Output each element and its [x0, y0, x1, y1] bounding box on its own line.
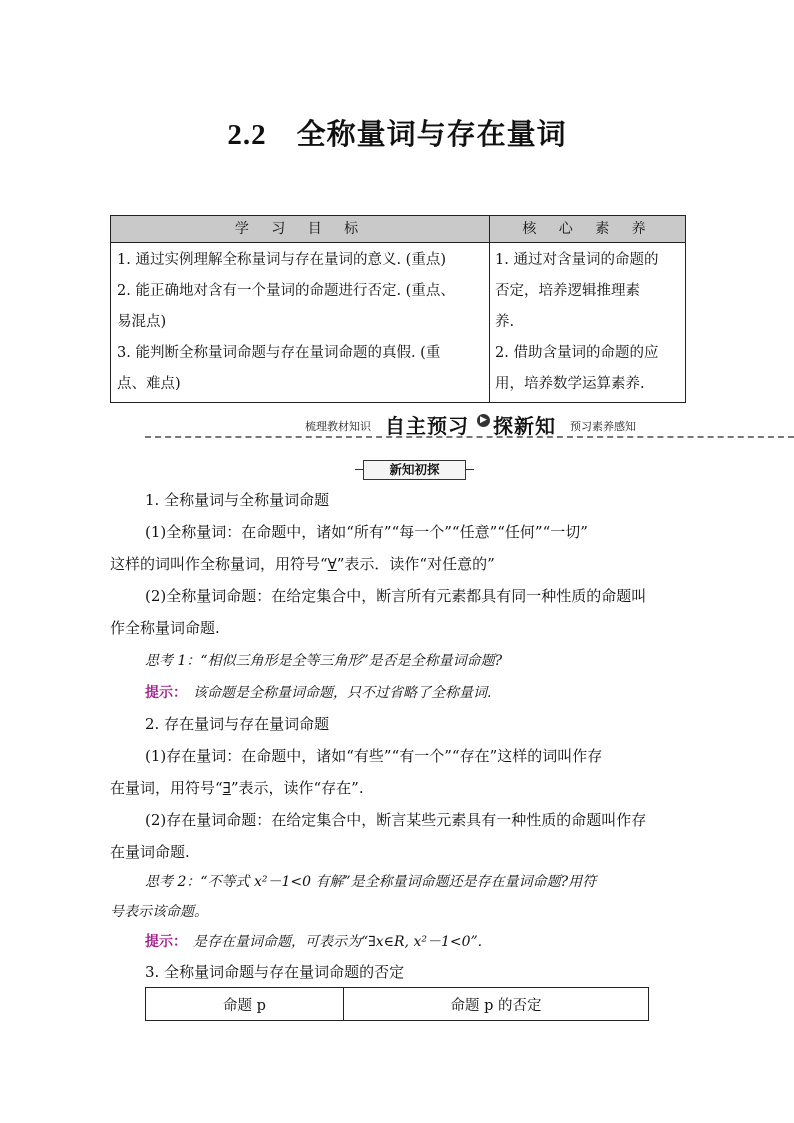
- page-title: [0, 112, 794, 153]
- think-question-2: 思考 2：“不等式 x²－1<0 有解”是全称量词命题还是存在量词命题?用符: [145, 874, 597, 890]
- hint-2: [110, 925, 682, 958]
- paragraph: (1)全称量词：在命题中，诸如“所有”“每一个”“任意”“任何”“一切”: [145, 523, 588, 541]
- goal-line: 易混点): [117, 314, 167, 330]
- section-title: 全称量词与存在量词: [296, 117, 567, 151]
- heading-2: 2. 存在量词与存在量词命题: [145, 715, 330, 733]
- negation-table: [145, 987, 649, 1021]
- hint-text: 该命题是全称量词命题，只不过省略了全称量词.: [193, 685, 492, 701]
- heading-1-text: 1. 全称量词与全称量词命题: [145, 491, 330, 509]
- banner-right-caption: 预习素养感知: [570, 420, 636, 433]
- goal-line: 2. 能正确地对含有一个量词的命题进行否定. (重点、: [117, 283, 455, 299]
- paragraph: 在量词命题.: [110, 843, 190, 861]
- think-question-2-cont: 号表示该命题。: [110, 904, 208, 920]
- banner-divider: [145, 436, 794, 438]
- text-span: 在量词，用符号“: [110, 779, 223, 797]
- paragraph: [110, 548, 682, 580]
- section-number: 2.2: [227, 119, 267, 151]
- goals-header: 学 习 目 标: [111, 216, 490, 243]
- forall-symbol: ∀: [327, 555, 337, 573]
- literacy-line: 否定，培养逻辑推理素: [495, 283, 640, 299]
- paragraph: [110, 772, 682, 804]
- goals-cell: [111, 243, 490, 403]
- literacy-header: 核 心 素 养: [490, 216, 686, 243]
- literacy-cell: [490, 243, 686, 403]
- think-question-1: 思考 1：“相似三角形是全等三角形”是否是全称量词命题?: [145, 653, 503, 669]
- banner-left-caption: 梳理教材知识: [305, 420, 371, 433]
- literacy-line: 用，培养数学运算素养.: [495, 376, 645, 392]
- paragraph: (1)存在量词：在命题中，诸如“有些”“有一个”“存在”这样的词叫作存: [145, 747, 603, 765]
- arrow-right-icon: ▶: [477, 414, 490, 427]
- hint-text: 是存在量词命题，可表示为“∃x∈R, x²－1<0”.: [193, 934, 483, 950]
- text-span: 这样的词叫作全称量词，用符号“: [110, 555, 328, 573]
- paragraph: (2)存在量词命题：在给定集合中，断言某些元素具有一种性质的命题叫作存: [145, 811, 647, 829]
- paragraph: 作全称量词命题.: [110, 619, 220, 637]
- col-negation: 命题 p 的否定: [344, 988, 649, 1021]
- literacy-line: 养.: [495, 314, 515, 330]
- section-tag: 新知初探: [363, 460, 466, 480]
- paragraph: (2)全称量词命题：在给定集合中，断言所有元素都具有同一种性质的命题叫: [145, 587, 647, 605]
- goal-line: 点、难点): [117, 376, 181, 392]
- literacy-line: 2. 借助含量词的命题的应: [495, 345, 659, 361]
- hint-label: 提示：: [145, 685, 187, 701]
- goal-line: 1. 通过实例理解全称量词与存在量词的意义. (重点): [117, 252, 446, 268]
- banner-title-1: 自主预习: [385, 414, 469, 438]
- hint-1: [110, 676, 682, 709]
- section-banner: [145, 410, 794, 436]
- learning-goals-table: [110, 215, 686, 403]
- heading-1: [110, 484, 682, 516]
- col-proposition: 命题 p: [146, 988, 344, 1021]
- literacy-line: 1. 通过对含量词的命题的: [495, 252, 659, 268]
- exists-symbol: ∃: [222, 779, 231, 797]
- heading-3: 3. 全称量词命题与存在量词命题的否定: [145, 963, 405, 981]
- text-span: ”表示．读作“对任意的”: [336, 555, 495, 573]
- text-span: ”表示，读作“存在”.: [230, 779, 364, 797]
- banner-title-2: 探新知: [493, 414, 556, 438]
- goal-line: 3. 能判断全称量词命题与存在量词命题的真假. (重: [117, 345, 441, 361]
- hint-label: 提示：: [145, 934, 187, 950]
